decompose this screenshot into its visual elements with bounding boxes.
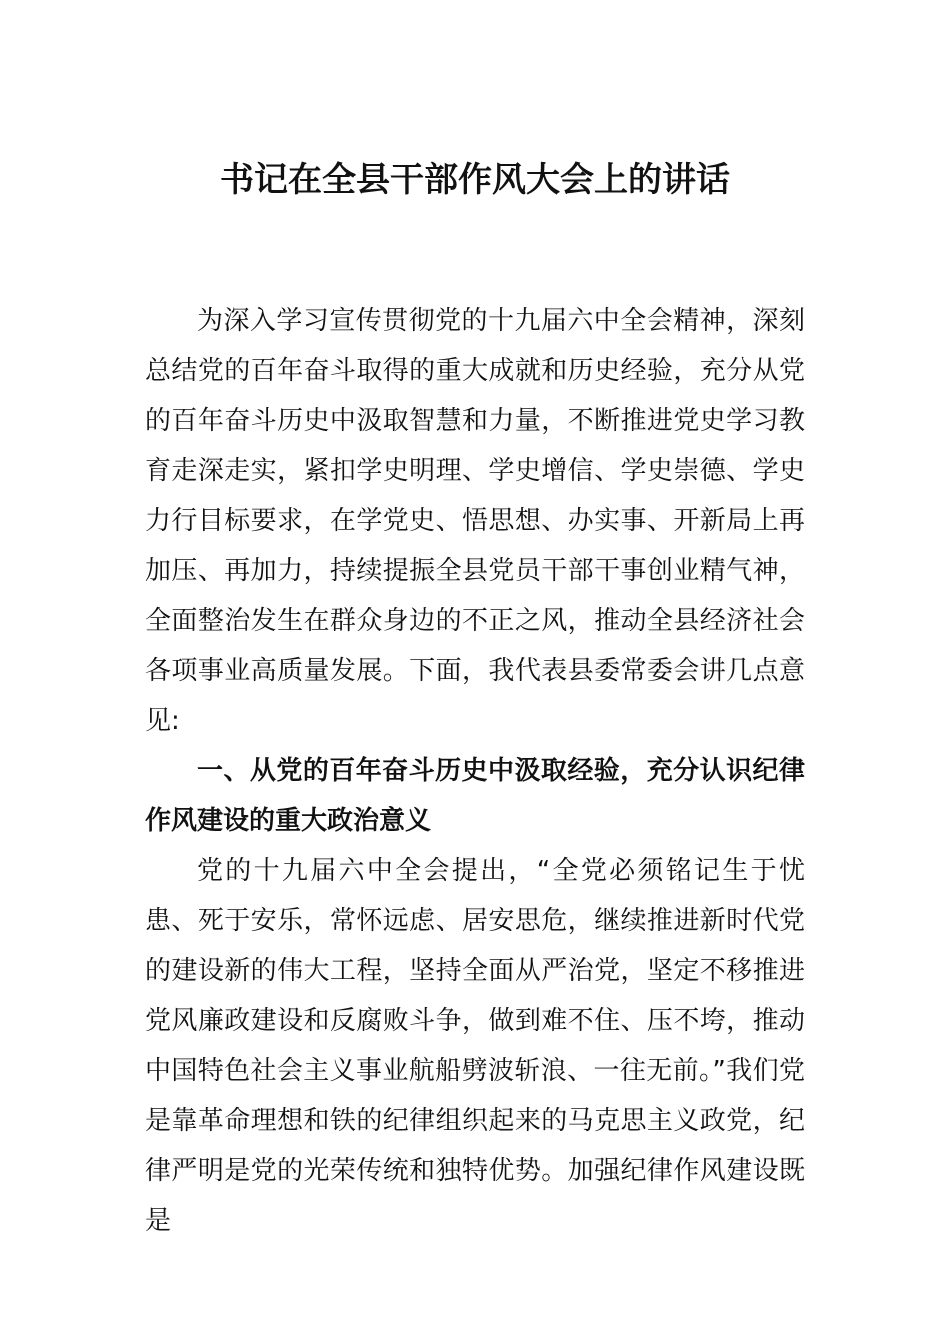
- section-1-paragraph: 党的十九届六中全会提出，“全党必须铭记生于忧患、死于安乐，常怀远虑、居安思危，继续推进新时代党的建设新的伟大工程，坚持全面从严治党，坚定不移推进党风廉政建设和反腐败斗争，做到难不住、压不垮，推动中国特色社会主义事业航船劈波斩浪、一往无前。”我们党是靠革命理想和铁的纪律组织起来的马克思主义政党，纪律严明是党的光荣传统和独特优势。加强纪律作风建设既是: [145, 856, 805, 1236]
- intro-paragraph: 为深入学习宣传贯彻党的十九届六中全会精神，深刻总结党的百年奋斗取得的重大成就和历史经验，充分从党的百年奋斗历史中汲取智慧和力量，不断推进党史学习教育走深走实，紧扣学史明理、学史增信、学史崇德、学史力行目标要求，在学党史、悟思想、办实事、开新局上再加压、再加力，持续提振全县党员干部干事创业精气神，全面整治发生在群众身边的不正之风，推动全县经济社会各项事业高质量发展。下面，我代表县委常委会讲几点意见:: [145, 306, 805, 736]
- document-body: [145, 296, 805, 1246]
- document-title: 书记在全县干部作风大会上的讲话: [220, 160, 730, 200]
- section-heading-1: 一、从党的百年奋斗历史中汲取经验，充分认识纪律作风建设的重大政治意义: [145, 756, 805, 836]
